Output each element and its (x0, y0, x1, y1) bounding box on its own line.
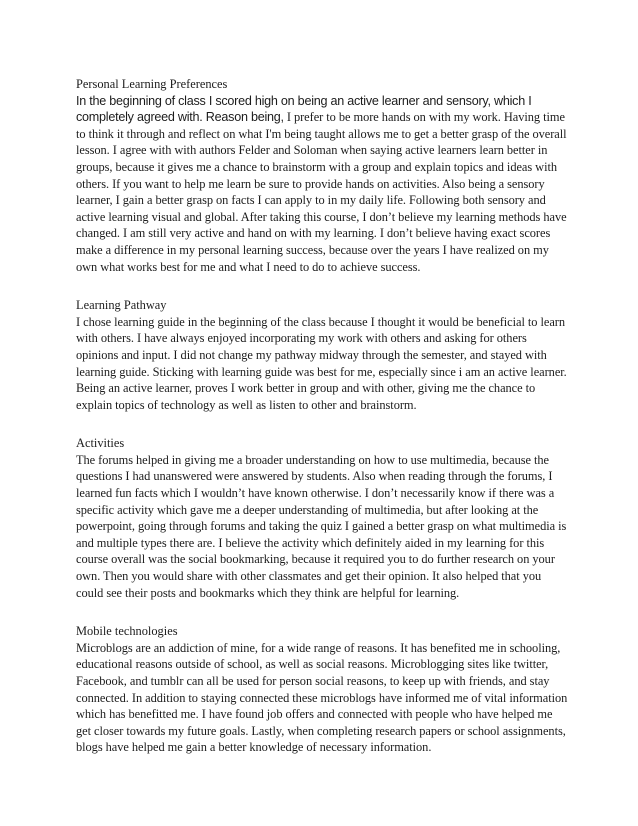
section-paragraph: I chose learning guide in the beginning of the class because I thought it would be beneficial to learn with others. I have always enjoyed incorporating my work with others and asking for others opinions and input. I did not change my pathway midway through the semester, and stayed with learning guide. Sticking with learning guide was best for me, especially since i am an active learner. Being an active learner, proves I work better in group and with other, giving me the chance to explain topics of technology as well as listen to other and brainstorm. (76, 314, 567, 412)
section-paragraph: The forums helped in giving me a broader understanding on how to use multimedia, because the questions I had unanswered were answered by students. Also when reading through the forums, I learned fun facts which I wouldn’t have known otherwise. I don’t necessarily know if there was a specific activity which gave me a deeper understanding of multimedia, but after looking at the powerpoint, going through forums and taking the quiz I gained a better grasp on what multimedia is and multiple types there are. I believe the activity which definitely aided in my learning for this course overall was the social bookmarking, because it required you to do further research on your own. Then you would share with other classmates and get their opinion. It also helped that you could see their posts and bookmarks which they think are helpful for learning. (76, 452, 567, 600)
document-page (76, 76, 568, 778)
section-activities (76, 435, 568, 601)
section-personal-learning-preferences (76, 76, 568, 275)
section-heading: Learning Pathway (76, 298, 167, 313)
section-heading: Mobile technologies (76, 624, 178, 639)
section-learning-pathway (76, 297, 568, 413)
section-mobile-technologies (76, 623, 568, 756)
paragraph-lead-text: In the beginning of class I scored high on being an active learner and sensory, which I completely agreed with. Reason being, (76, 93, 532, 125)
section-heading: Activities (76, 436, 125, 451)
section-heading: Personal Learning Preferences (76, 77, 228, 91)
section-paragraph: Microblogs are an addiction of mine, for a wide range of reasons. It has benefited me in schooling, educational reasons outside of school, as well as social reasons. Microblogging sites like twitter, Facebook, and tumblr can all be used for person social reasons, to keep up with friends, and stay connected. In addition to staying connected these microblogs have informed me of vital information which has benefitted me. I have found job offers and connected with people who have helped me get closer towards my future goals. Lastly, when completing research papers or school assignments, blogs have helped me gain a better knowledge of necessary information. (76, 640, 568, 755)
paragraph-body-text: I prefer to be more hands on with my work. Having time to think it through and reflect on what I'm being taught allows me to get a better grasp of the overall lesson. I agree with with authors Felder and Soloman when saying active learners learn better in groups, because it gives me a chance to brainstorm with a group and explain topics and ideas with others. If you want to help me learn be sure to provide hands on activities. Also being a sensory learner, I gain a better grasp on facts I can apply to in my daily life. Following both sensory and active learning visual and global. After taking this course, I don’t believe my learning methods have changed. I am still very active and hand on with my learning. I don’t believe having exact scores make a difference in my personal learning success, because over the years I have realized on my own what works best for me and what I need to do to achieve success. (76, 110, 567, 274)
section-paragraph (76, 93, 568, 276)
